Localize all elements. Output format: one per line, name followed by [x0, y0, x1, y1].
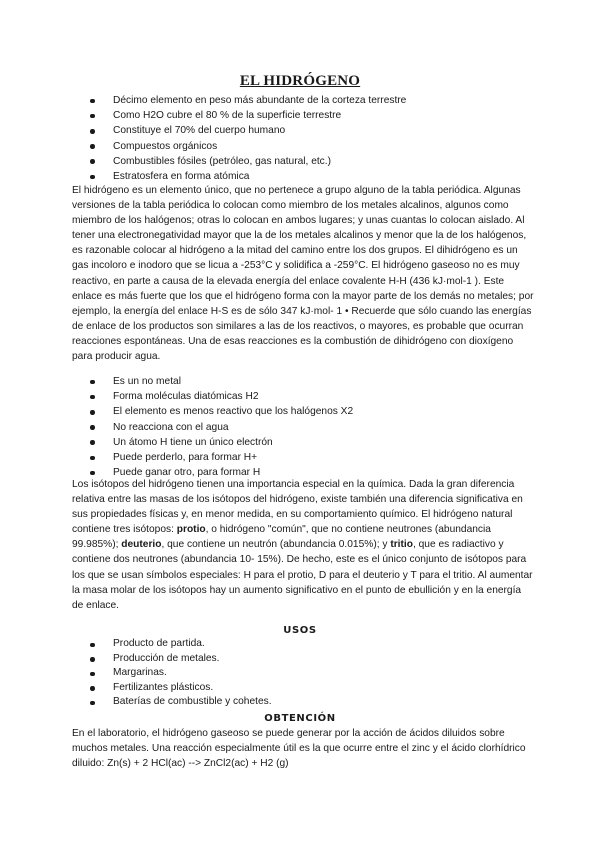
list-item: Como H2O cubre el 80 % de la superficie terrestre	[76, 108, 536, 123]
paragraph-isotopes	[72, 477, 534, 613]
list-item: Un átomo H tiene un único electrón	[76, 435, 536, 450]
list-item: No reacciona con el agua	[76, 420, 536, 435]
isotope-term-deuterio: deuterio	[121, 539, 162, 551]
isotope-term-tritio: tritio	[390, 539, 413, 551]
isotopes-text: , o hidrógeno "común", que no contiene neutrones (abundancia 99.985%);	[72, 524, 491, 551]
intro-bullet-list	[76, 93, 536, 184]
list-item: Puede perderlo, para formar H+	[76, 450, 536, 465]
list-item: Margarinas.	[76, 666, 536, 681]
usos-bullet-list	[76, 637, 536, 710]
list-item: Producción de metales.	[76, 652, 536, 667]
isotope-term-protio: protio	[176, 524, 206, 536]
list-item: Estratosfera en forma atómica	[76, 169, 536, 184]
list-item: Puede ganar otro, para formar H	[76, 465, 536, 480]
section-heading-usos: USOS	[283, 625, 317, 636]
section-heading-obtencion: OBTENCIÓN	[264, 713, 336, 724]
isotopes-text: , que es radiactivo y contiene dos neutrones (abundancia 10- 15%). De hecho, este es el único conjunto de isótopos para los que se usan símbolos especiales: H para el protio, D para el deuterio y T para el tritio. Al aumentar la masa molar de los isótopos hay un aumento significativo en el punto de ebullición y en la energía de enlace.	[72, 539, 533, 611]
paragraph-description: El hidrógeno es un elemento único, que no pertenece a grupo alguno de la tabla periódica. Algunas versiones de la tabla periódica lo colocan como miembro de los metales alcalinos, algunos como miembro de los halógenos; otras lo colocan en ambos lugares; y unas cuantas lo colocan aislado. Al tener una electronegatividad mayor que la de los metales alcalinos y menor que la de los halógenos, es razonable colocar al hidrógeno a la mitad del camino entre los dos grupos. El dihidrógeno es un gas incoloro e inodoro que se licua a -253°C y solidifica a -259°C. El hidrógeno gaseoso no es muy reactivo, en parte a causa de la elevada energía del enlace covalente H-H (436 kJ·mol-1 ). Este enlace es más fuerte que los que el hidrógeno forma con la mayor parte de los demás no metales; por ejemplo, la energía del enlace H-S es de sólo 347 kJ·mol- 1 • Recuerde que sólo cuando las energías de enlace de los productos son similares a las de los reactivos, o mayores, es probable que ocurran reacciones espontáneas. Una de esas reacciones es la combustión de dihidrógeno con dioxígeno para producir agua.	[72, 185, 534, 363]
isotopes-text: Los isótopos del hidrógeno tienen una importancia especial en la química. Dada la gran diferencia relativa entre las masas de los isótopos del hidrógeno, existe también una diferencia significativa en sus propiedades físicas y, en menor medida, en su comportamiento químico. El hidrógeno natural contiene tres isótopos:	[72, 479, 523, 536]
list-item: El elemento es menos reactivo que los halógenos X2	[76, 404, 536, 419]
list-item: Combustibles fósiles (petróleo, gas natural, etc.)	[76, 154, 536, 169]
list-item: Baterías de combustible y cohetes.	[76, 695, 536, 710]
isotopes-text: , que contiene un neutrón (abundancia 0.015%); y	[161, 539, 391, 551]
properties-bullet-list	[76, 374, 536, 480]
list-item: Fertilizantes plásticos.	[76, 681, 536, 696]
paragraph-obtencion: En el laboratorio, el hidrógeno gaseoso se puede generar por la acción de ácidos diluidos sobre muchos metales. Una reacción especialmente útil es la que ocurre entre el zinc y el ácido clorhídrico diluido: Zn(s) + 2 HCl(ac) --> ZnCl2(ac) + H2 (g)	[72, 728, 526, 770]
list-item: Constituye el 70% del cuerpo humano	[76, 123, 536, 138]
page-title: EL HIDRÓGENO	[239, 73, 361, 89]
list-item: Es un no metal	[76, 374, 536, 389]
list-item: Producto de partida.	[76, 637, 536, 652]
list-item: Compuestos orgánicos	[76, 139, 536, 154]
list-item: Décimo elemento en peso más abundante de la corteza terrestre	[76, 93, 536, 108]
list-item: Forma moléculas diatómicas H2	[76, 389, 536, 404]
